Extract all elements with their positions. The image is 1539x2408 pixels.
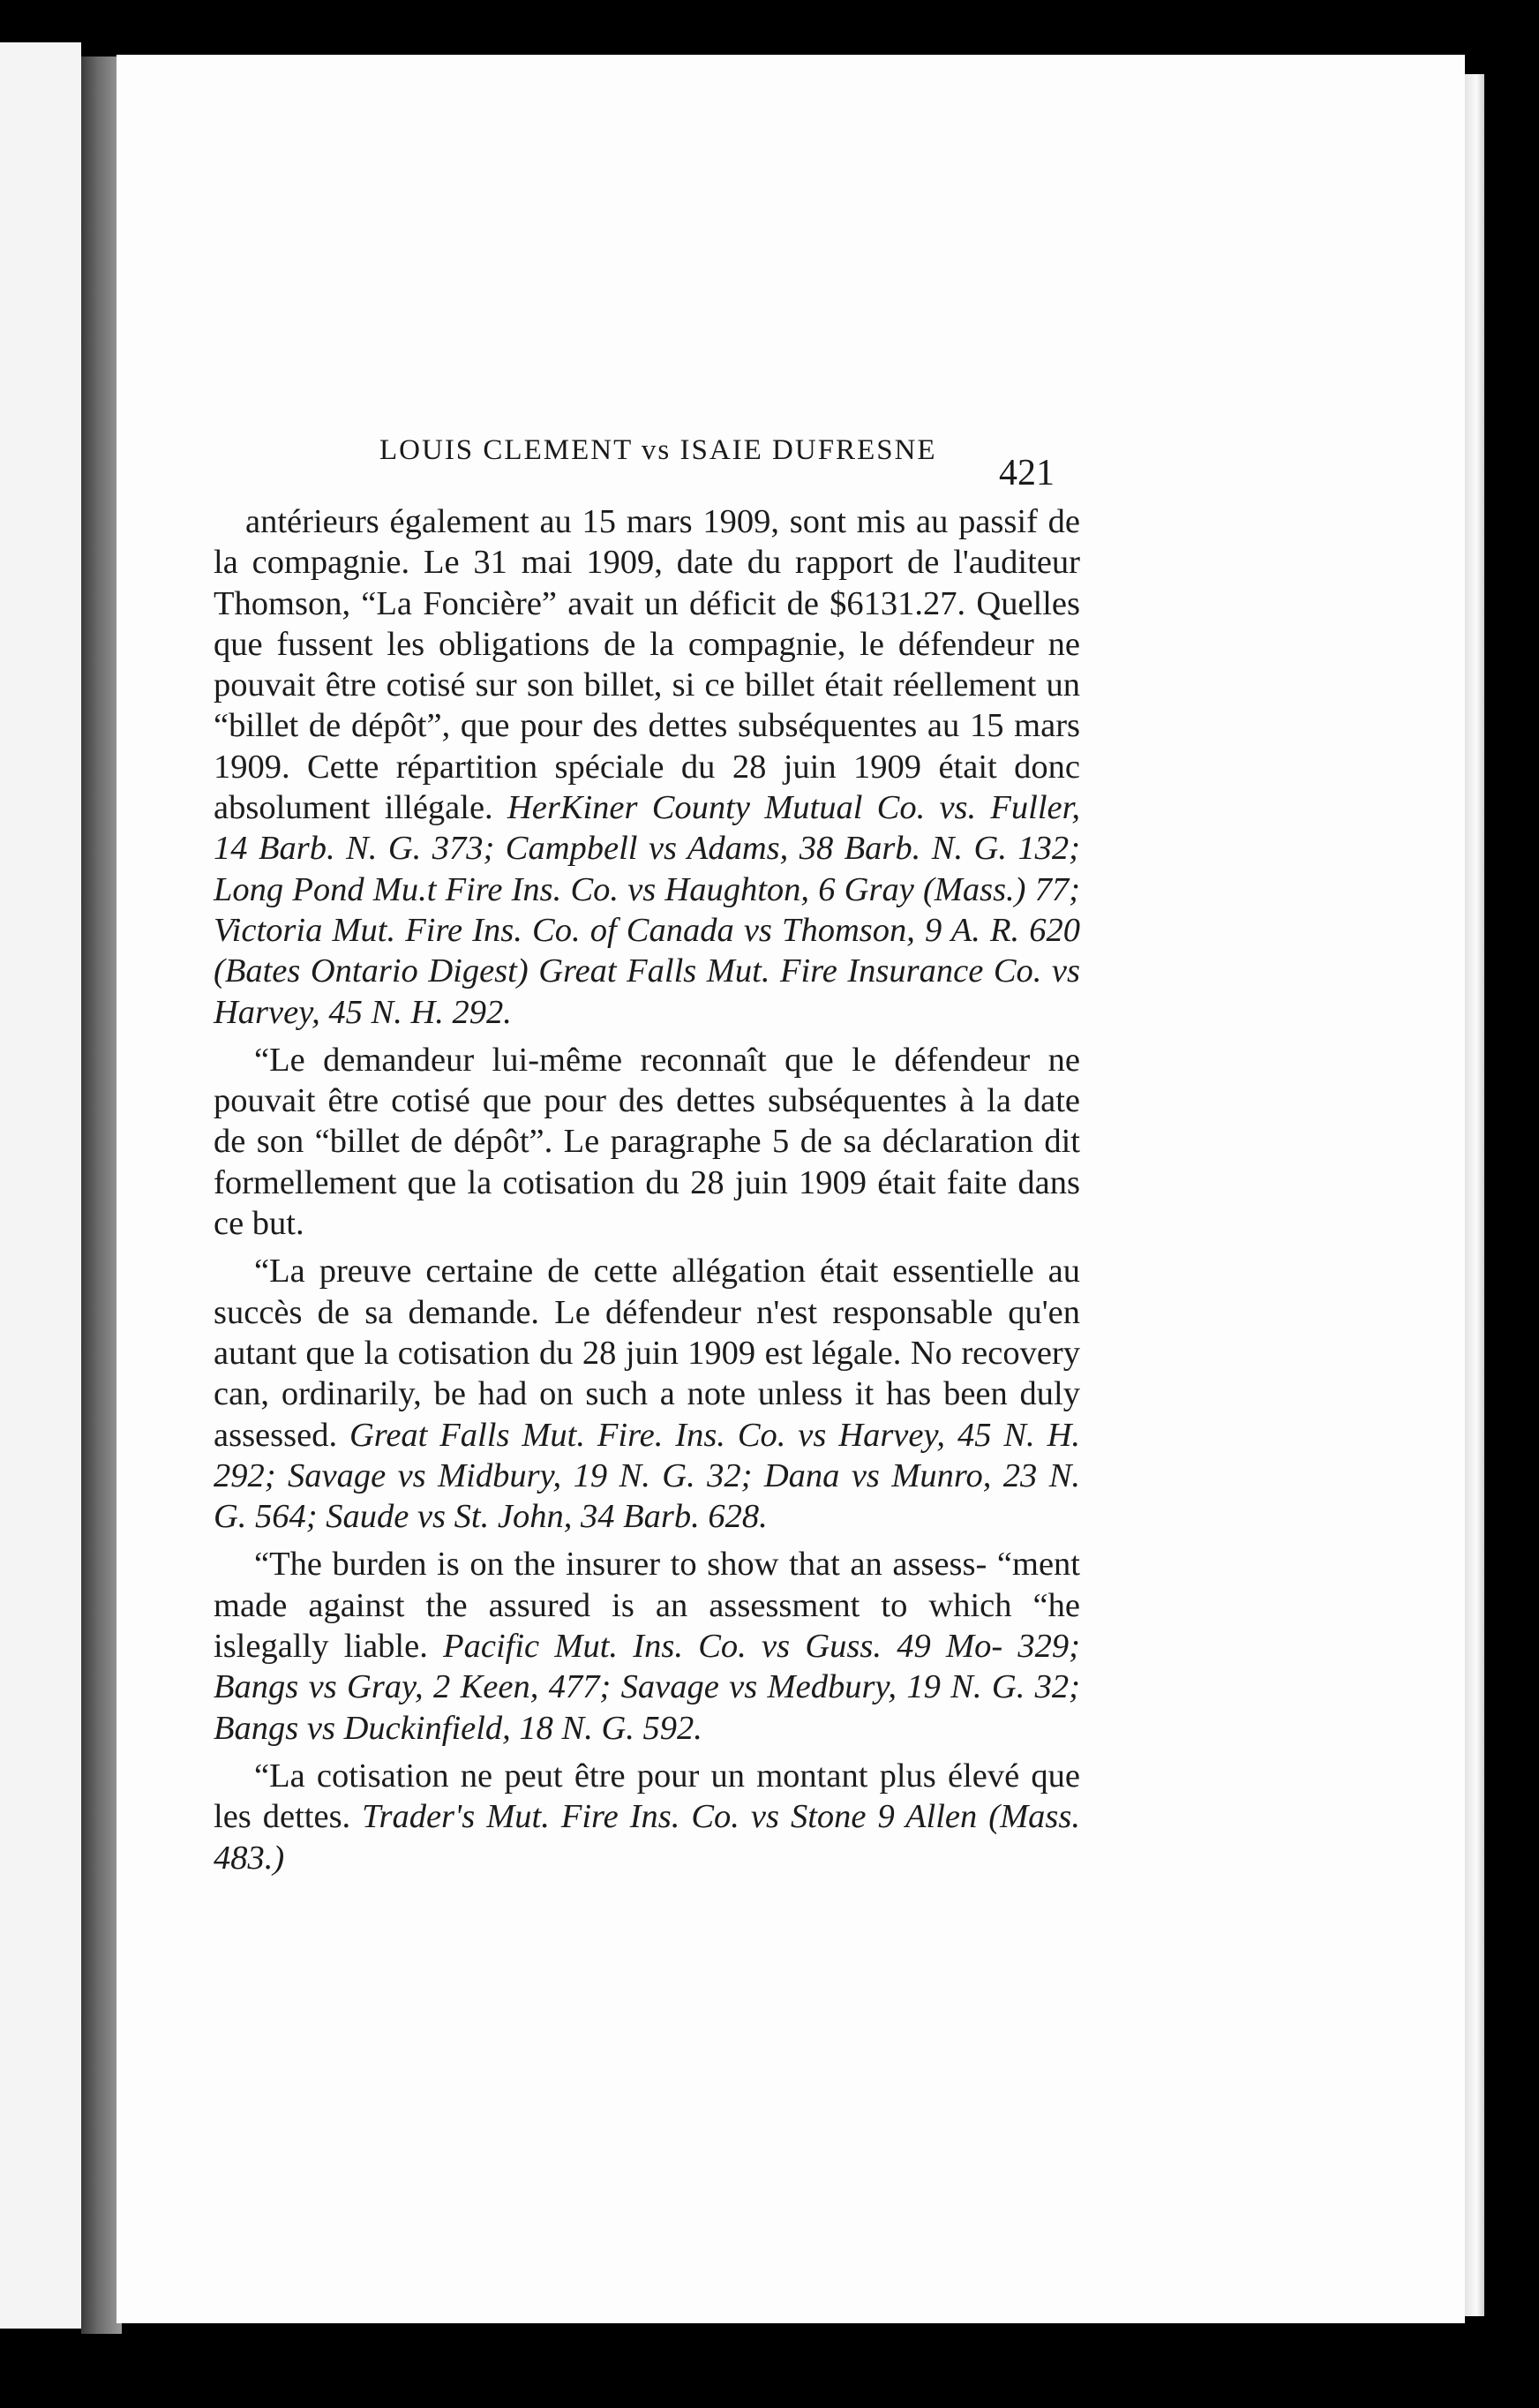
paragraph-3	[214, 1251, 1080, 1537]
paragraph-2-text: “Le demandeur lui-même reconnaît que le défendeur ne pouvait être cotisé que pour des dettes subséquentes à la date de son “billet de dépôt”. Le paragraphe 5 de sa déclaration dit formellement que la cotisation du 28 juin 1909 était faite dans ce but.	[214, 1041, 1080, 1243]
paragraph-2	[214, 1040, 1080, 1244]
paragraph-5-text: “La cotisation ne peut être pour un montant plus élevé que les dettes.	[214, 1757, 1080, 1836]
paragraph-1	[214, 501, 1080, 1033]
paragraph-3-text: “La preuve certaine de cette allégation était essentielle au succès de sa demande. Le défendeur n'est responsable qu'en autant que la cotisation du 28 juin 1909 est légale. No recovery can, ordinarily, be had on such a note unless it has been duly assessed.	[214, 1253, 1080, 1454]
paragraph-5-citations: Trader's Mut. Fire Ins. Co. vs Stone 9 Allen (Mass. 483.)	[214, 1798, 1080, 1877]
paragraph-3-citations: Great Falls Mut. Fire. Ins. Co. vs Harvey, 45 N. H. 292; Savage vs Midbury, 19 N. G. 32; Dana vs Munro, 23 N. G. 564; Saude vs St. John, 34 Barb. 628.	[214, 1416, 1081, 1536]
paragraph-5	[214, 1756, 1080, 1878]
paragraph-1-citations: HerKiner County Mutual Co. vs. Fuller, 14 Barb. N. G. 373; Campbell vs Adams, 38 Barb. N. G. 132; Long Pond Mu.t Fire Ins. Co. vs Haughton, 6 Gray (Mass.) 77; Victoria Mut. Fire Ins. Co. of Canada vs Thomson, 9 A. R. 620 (Bates Ontario Digest) Great Falls Mut. Fire Insurance Co. vs Harvey, 45 N. H. 292.	[214, 789, 1080, 1031]
body-text	[214, 501, 1080, 1885]
paragraph-4	[214, 1544, 1080, 1748]
paragraph-1-text: antérieurs également au 15 mars 1909, sont mis au passif de la compagnie. Le 31 mai 1909, date du rapport de l'auditeur Thomson, “La Foncière” avait un déficit de $6131.27. Quelles que fussent les obligations de la compagnie, le défendeur ne pouvait être cotisé sur son billet, si ce billet était réellement un “billet de dépôt”, que pour des dettes subséquentes au 15 mars 1909. Cette répartition spéciale du 28 juin 1909 était donc absolument illégale.	[214, 503, 1080, 827]
previous-page-edge	[0, 42, 81, 2329]
paragraph-4-citations: Pacific Mut. Ins. Co. vs Guss. 49 Mo- 329; Bangs vs Gray, 2 Keen, 477; Savage vs Medbury, 19 N. G. 32; Bangs vs Duckinfield, 18 N. G. 592.	[214, 1628, 1080, 1747]
running-head: LOUIS CLEMENT vs ISAIE DUFRESNE	[379, 434, 937, 466]
paragraph-4-text: “The burden is on the insurer to show that an assess- “ment made against the assured is an assessment to which “he islegally liable.	[214, 1546, 1080, 1666]
page-number: 421	[999, 453, 1055, 493]
page-stack-edge	[1465, 74, 1484, 2316]
